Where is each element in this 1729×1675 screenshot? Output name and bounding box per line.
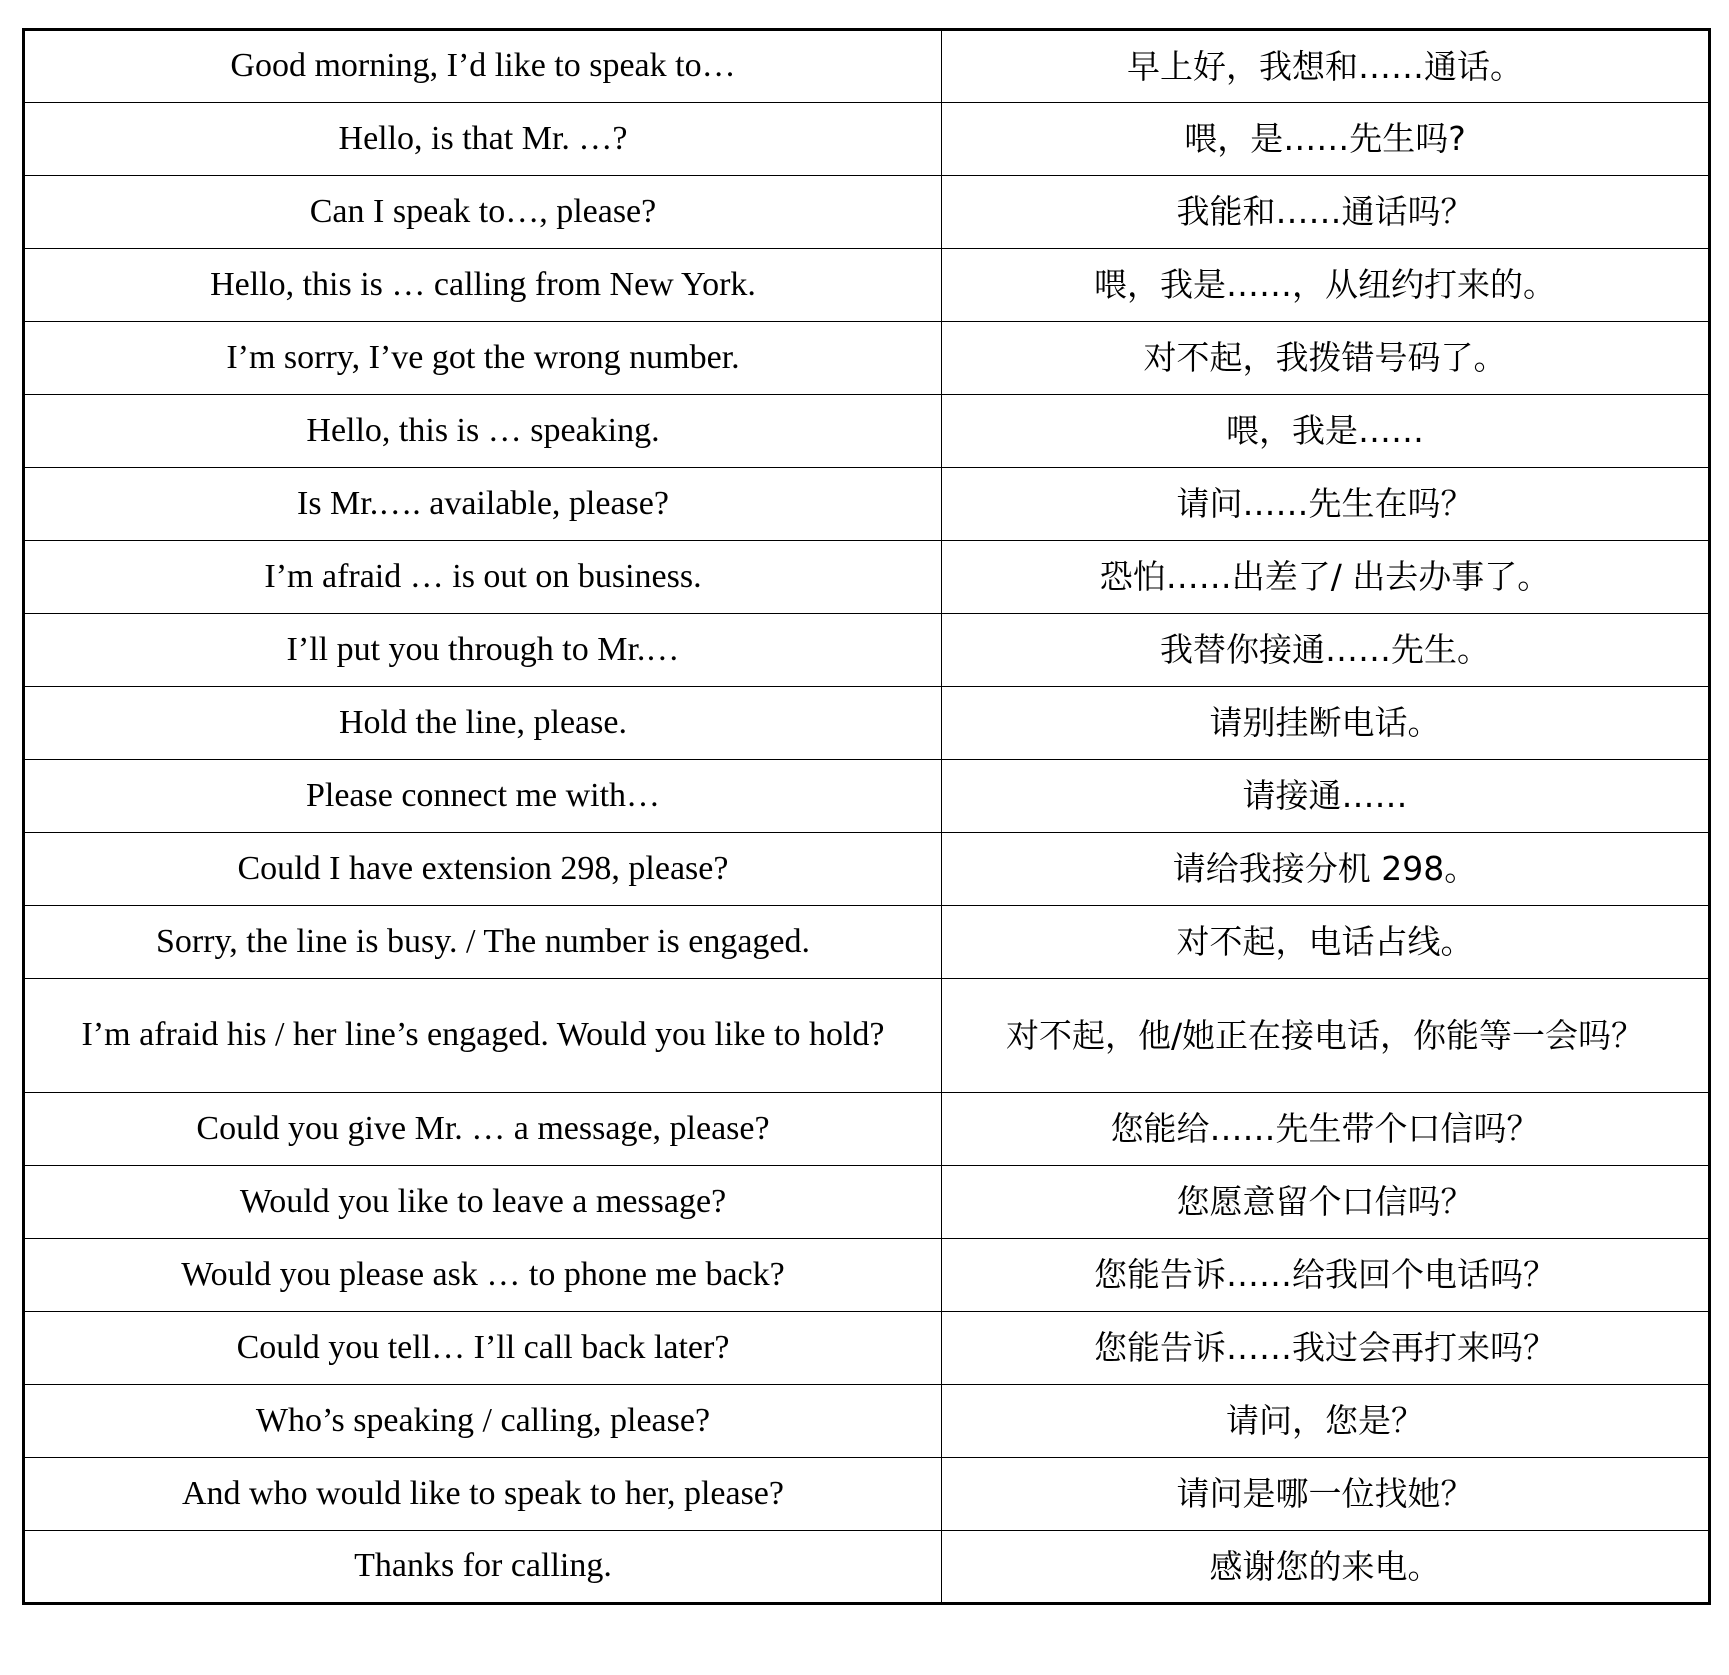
table-row xyxy=(24,1166,1710,1239)
chinese-translation-cell: 我替你接通……先生。 xyxy=(942,614,1710,687)
chinese-translation-cell: 喂，我是……，从纽约打来的。 xyxy=(942,249,1710,322)
chinese-translation-cell: 您愿意留个口信吗？ xyxy=(942,1166,1710,1239)
chinese-translation-cell: 请问是哪一位找她？ xyxy=(942,1458,1710,1531)
table-row xyxy=(24,1312,1710,1385)
chinese-translation-cell: 请问，您是？ xyxy=(942,1385,1710,1458)
table-row xyxy=(24,1385,1710,1458)
table-row xyxy=(24,1093,1710,1166)
phrase-table-container xyxy=(22,28,1708,1605)
english-phrase-cell: I’ll put you through to Mr.… xyxy=(24,614,942,687)
english-phrase-cell: Sorry, the line is busy. / The number is engaged. xyxy=(24,906,942,979)
table-row xyxy=(24,176,1710,249)
english-phrase-cell: Hello, this is … speaking. xyxy=(24,395,942,468)
table-row xyxy=(24,1239,1710,1312)
table-row xyxy=(24,1458,1710,1531)
chinese-translation-cell: 喂，我是…… xyxy=(942,395,1710,468)
english-phrase-cell: Would you please ask … to phone me back? xyxy=(24,1239,942,1312)
table-row xyxy=(24,979,1710,1093)
table-row xyxy=(24,760,1710,833)
chinese-translation-cell: 感谢您的来电。 xyxy=(942,1531,1710,1604)
english-phrase-cell: Can I speak to…, please? xyxy=(24,176,942,249)
english-phrase-cell: Hello, this is … calling from New York. xyxy=(24,249,942,322)
english-phrase-cell: I’m afraid his / her line’s engaged. Would you like to hold? xyxy=(24,979,942,1093)
chinese-translation-cell: 请接通…… xyxy=(942,760,1710,833)
english-phrase-cell: Who’s speaking / calling, please? xyxy=(24,1385,942,1458)
chinese-translation-cell: 对不起，我拨错号码了。 xyxy=(942,322,1710,395)
english-phrase-cell: Would you like to leave a message? xyxy=(24,1166,942,1239)
english-phrase-cell: And who would like to speak to her, please? xyxy=(24,1458,942,1531)
chinese-translation-cell: 对不起，他/她正在接电话，你能等一会吗？ xyxy=(942,979,1710,1093)
english-phrase-cell: Could you give Mr. … a message, please? xyxy=(24,1093,942,1166)
english-phrase-cell: I’m afraid … is out on business. xyxy=(24,541,942,614)
english-phrase-cell: I’m sorry, I’ve got the wrong number. xyxy=(24,322,942,395)
chinese-translation-cell: 您能给……先生带个口信吗？ xyxy=(942,1093,1710,1166)
chinese-translation-cell: 早上好，我想和……通话。 xyxy=(942,30,1710,103)
english-phrase-cell: Is Mr.…. available, please? xyxy=(24,468,942,541)
table-row xyxy=(24,687,1710,760)
chinese-translation-cell: 对不起，电话占线。 xyxy=(942,906,1710,979)
chinese-translation-cell: 请问……先生在吗？ xyxy=(942,468,1710,541)
table-row xyxy=(24,249,1710,322)
table-row xyxy=(24,103,1710,176)
english-phrase-cell: Hold the line, please. xyxy=(24,687,942,760)
english-phrase-cell: Good morning, I’d like to speak to… xyxy=(24,30,942,103)
chinese-translation-cell: 您能告诉……我过会再打来吗？ xyxy=(942,1312,1710,1385)
english-phrase-cell: Could you tell… I’ll call back later? xyxy=(24,1312,942,1385)
chinese-translation-cell: 您能告诉……给我回个电话吗？ xyxy=(942,1239,1710,1312)
table-row xyxy=(24,1531,1710,1604)
chinese-translation-cell: 请别挂断电话。 xyxy=(942,687,1710,760)
chinese-translation-cell: 喂，是……先生吗? xyxy=(942,103,1710,176)
english-phrase-cell: Could I have extension 298, please? xyxy=(24,833,942,906)
chinese-translation-cell: 恐怕……出差了/ 出去办事了。 xyxy=(942,541,1710,614)
english-phrase-cell: Please connect me with… xyxy=(24,760,942,833)
table-row xyxy=(24,395,1710,468)
table-row xyxy=(24,614,1710,687)
table-row xyxy=(24,833,1710,906)
table-row xyxy=(24,541,1710,614)
chinese-translation-cell: 我能和……通话吗？ xyxy=(942,176,1710,249)
table-row xyxy=(24,468,1710,541)
english-phrase-cell: Hello, is that Mr. …? xyxy=(24,103,942,176)
english-phrase-cell: Thanks for calling. xyxy=(24,1531,942,1604)
table-row xyxy=(24,906,1710,979)
chinese-translation-cell: 请给我接分机 298。 xyxy=(942,833,1710,906)
table-row xyxy=(24,322,1710,395)
phrase-table xyxy=(22,28,1711,1605)
table-row xyxy=(24,30,1710,103)
